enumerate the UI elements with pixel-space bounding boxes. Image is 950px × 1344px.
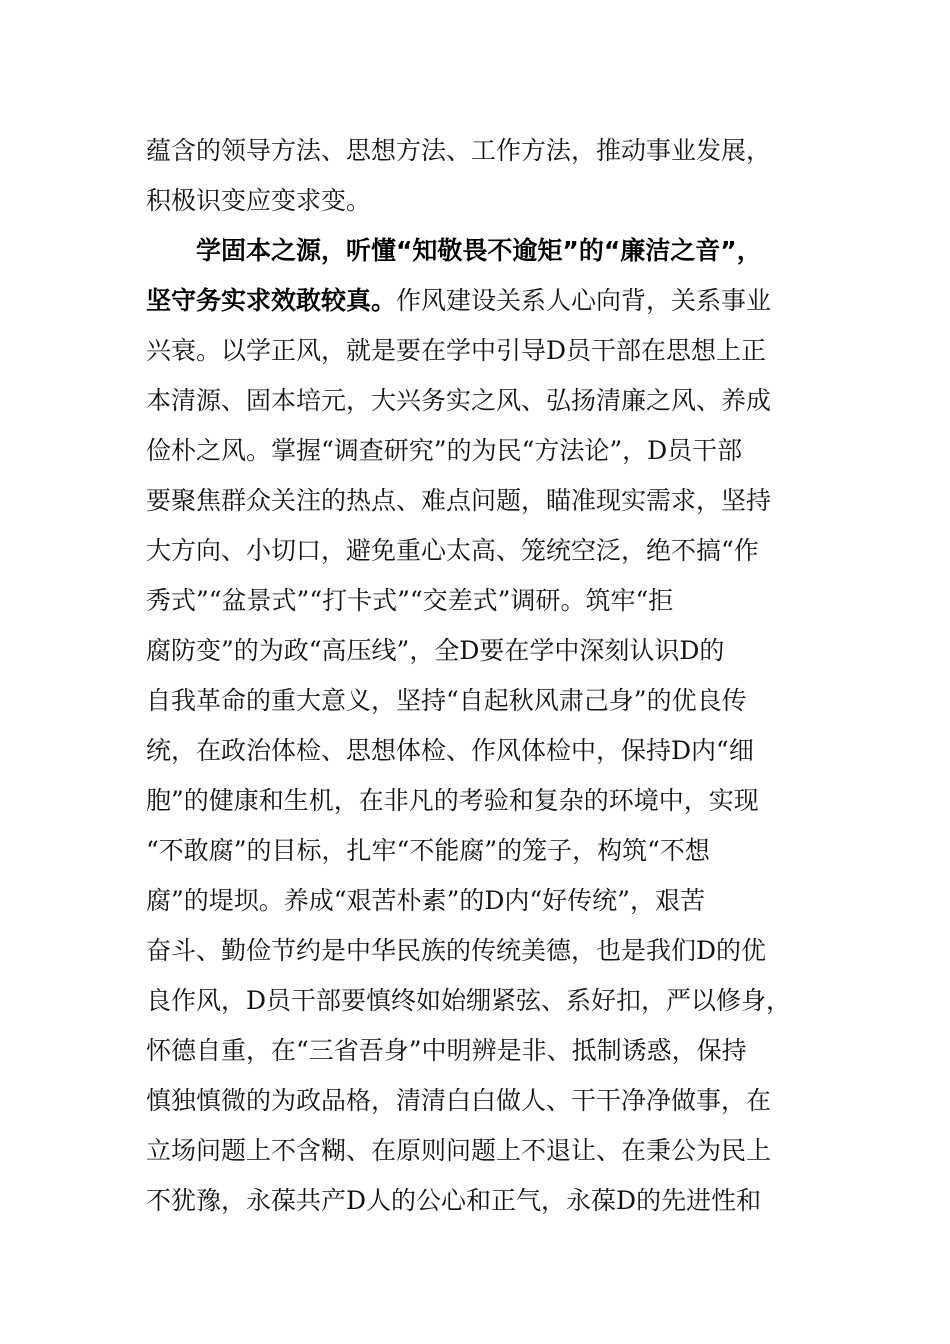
paragraph-line: 怀德自重，在“三省吾身”中明辨是非、抵制诱惑，保持 xyxy=(146,1036,747,1065)
paragraph-line: 腐”的堤坝。养成“艰苦朴素”的D内“好传统”，艰苦 xyxy=(146,886,705,915)
paragraph-line: 兴衰。以学正风，就是要在学中引导D员干部在思想上正 xyxy=(146,336,767,365)
continuation-line: 积极识变应变求变。 xyxy=(146,186,372,215)
paragraph-line: 慎独慎微的为政品格，清清白白做人、干干净净做事，在 xyxy=(146,1086,772,1115)
paragraph-line: 秀式”“盆景式”“打卡式”“交差式”调研。筑牢“拒 xyxy=(146,586,674,615)
paragraph-line: 不犹豫，永葆共产D人的公心和正气，永葆D的先进性和 xyxy=(146,1186,762,1215)
section-heading-line-2 xyxy=(146,276,818,326)
paragraph-text: 作风建设关系人心向背，关系事业 xyxy=(396,286,772,315)
paragraph-line: 自我革命的重大意义，坚持“自起秋风肃己身”的优良传 xyxy=(146,686,747,715)
paragraph-line: 胞”的健康和生机，在非凡的考验和复杂的环境中，实现 xyxy=(146,786,759,815)
document-body xyxy=(146,126,818,1226)
paragraph-line: 奋斗、勤俭节约是中华民族的传统美德，也是我们D的优 xyxy=(146,936,767,965)
paragraph-line: 大方向、小切口，避免重心太高、笼统空泛，绝不搞“作 xyxy=(146,536,759,565)
paragraph-line: 俭朴之风。掌握“调查研究”的为民“方法论”，D员干部 xyxy=(146,436,743,465)
paragraph-line: 统，在政治体检、思想体检、作风体检中，保持D内“细 xyxy=(146,736,754,765)
paragraph-line: 立场问题上不含糊、在原则问题上不退让、在秉公为民上 xyxy=(146,1136,772,1165)
paragraph-line: “不敢腐”的目标，扎牢“不能腐”的笼子，构筑“不想 xyxy=(146,836,710,865)
paragraph-line: 要聚焦群众关注的热点、难点问题，瞄准现实需求，坚持 xyxy=(146,486,772,515)
section-heading-bold-tail: 坚守务实求效敢较真。 xyxy=(146,286,397,315)
paragraph-line: 良作风，D员干部要慎终如始绷紧弦、系好扣，严以修身， xyxy=(146,986,792,1015)
continuation-line: 蕴含的领导方法、思想方法、工作方法，推动事业发展， xyxy=(146,136,772,165)
section-heading: 学固本之源，听懂“知敬畏不逾矩”的“廉洁之音”， xyxy=(196,236,762,265)
paragraph-line: 腐防变”的为政“高压线”，全D要在学中深刻认识D的 xyxy=(146,636,725,665)
paragraph-line: 本清源、固本培元，大兴务实之风、弘扬清廉之风、养成 xyxy=(146,386,772,415)
